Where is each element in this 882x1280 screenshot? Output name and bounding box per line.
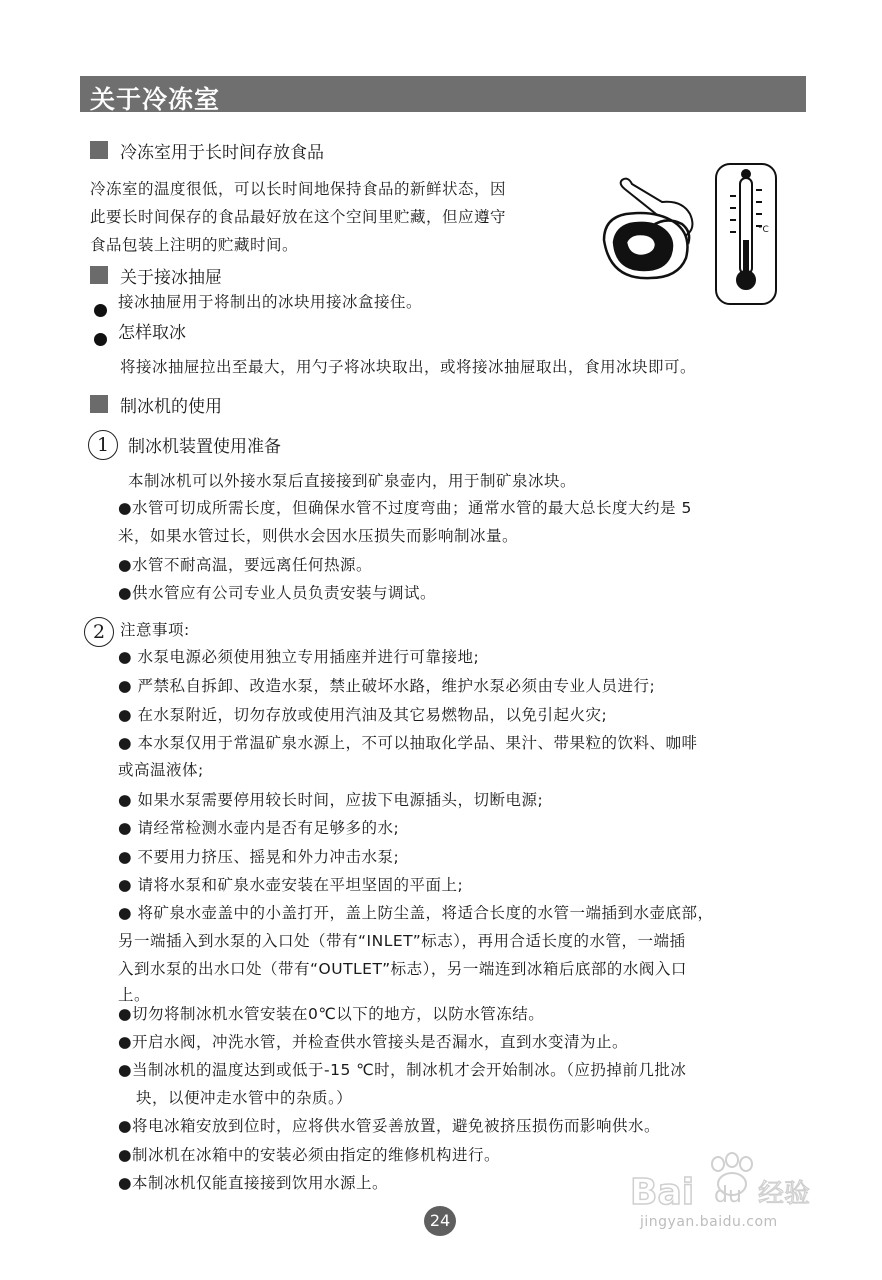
bullet-dot-icon <box>94 304 107 317</box>
step-2-line-20: ●本制冰机仅能直接接到饮用水源上。 <box>118 1174 389 1192</box>
freezer-heading: 冷冻室用于长时间存放食品 <box>120 143 324 163</box>
bullet-dot-icon <box>94 333 107 346</box>
ice-drawer-bullet-2: 怎样取冰 <box>118 323 186 343</box>
step-2-line-9: ● 请将水泵和矿泉水壶安装在平坦坚固的平面上; <box>118 876 464 894</box>
step-2-line-12: 入到水泵的出水口处（带有“OUTLET”标志），另一端连到冰箱后底部的水阀入口 <box>118 960 687 978</box>
step-2-line-6: ● 如果水泵需要停用较长时间，应拔下电源插头，切断电源; <box>118 791 544 809</box>
section-square-icon <box>90 395 108 413</box>
step-2-line-2: ● 严禁私自拆卸、改造水泵，禁止破坏水路，维护水泵必须由专业人员进行; <box>118 677 656 695</box>
svg-text:经验: 经验 <box>758 1179 811 1209</box>
step-2-line-19: ●制冰机在冰箱中的安装必须由指定的维修机构进行。 <box>118 1146 501 1164</box>
step-2-circle-number: 2 <box>84 617 114 647</box>
step-1-circle-number: 1 <box>88 430 118 460</box>
svg-text:du: du <box>714 1183 742 1208</box>
step-1-line-4: ●水管不耐高温，要远离任何热源。 <box>118 556 373 574</box>
step-2-line-17: 块，以便冲走水管中的杂质。） <box>136 1089 353 1107</box>
step-1-line-2: ●水管可切成所需长度，但确保水管不过度弯曲；通常水管的最大总长度大约是 5 <box>118 499 692 517</box>
step-2-heading: 注意事项: <box>120 621 190 639</box>
ice-drawer-line: 将接冰抽屉拉出至最大，用勺子将冰块取出，或将接冰抽屉取出，食用冰块即可。 <box>120 358 697 376</box>
step-2-line-15: ●开启水阀，冲洗水管，并检查供水管接头是否漏水，直到水变清为止。 <box>118 1033 629 1051</box>
step-2-line-13: 上。 <box>118 986 151 1004</box>
step-2-line-3: ● 在水泵附近，切勿存放或使用汽油及其它易燃物品，以免引起火灾; <box>118 706 608 724</box>
step-1-line-3: 米，如果水管过长，则供水会因水压损失而影响制冰量。 <box>118 527 519 545</box>
section-square-icon <box>90 266 108 284</box>
paw-icon <box>628 1150 828 1210</box>
ice-drawer-heading: 关于接冰抽屉 <box>120 268 222 288</box>
section-square-icon <box>90 141 108 159</box>
step-2-line-14: ●切勿将制冰机水管安装在0℃以下的地方，以防水管冻结。 <box>118 1005 545 1023</box>
svg-text:Bai: Bai <box>630 1172 695 1210</box>
step-1-line-1: 本制冰机可以外接水泵后直接接到矿泉壶内，用于制矿泉冰块。 <box>128 472 577 490</box>
step-2-line-1: ● 水泵电源必须使用独立专用插座并进行可靠接地; <box>118 648 480 666</box>
step-2-line-5: 或高温液体; <box>118 761 204 779</box>
baidu-jingyan-watermark-logo <box>628 1150 828 1214</box>
step-2-line-4: ● 本水泵仅用于常温矿泉水源上，不可以抽取化学品、果汁、带果粒的饮料、咖啡 <box>118 734 698 752</box>
freezer-line-1: 冷冻室的温度很低，可以长时间地保持食品的新鲜状态，因 <box>90 180 507 198</box>
page-title: 关于冷冻室 <box>90 85 221 114</box>
freezer-line-2: 此要长时间保存的食品最好放在这个空间里贮藏，但应遵守 <box>90 208 507 226</box>
svg-text:°C: °C <box>758 225 769 235</box>
step-2-line-10: ● 将矿泉水壶盖中的小盖打开，盖上防尘盖，将适合长度的水管一端插到水壶底部， <box>118 904 714 922</box>
step-1-line-5: ●供水管应有公司专业人员负责安装与调试。 <box>118 584 437 602</box>
page-number: 24 <box>424 1206 456 1236</box>
freezer-line-3: 食品包装上注明的贮藏时间。 <box>90 236 299 254</box>
step-1-heading: 制冰机装置使用准备 <box>128 437 281 457</box>
ice-maker-heading: 制冰机的使用 <box>120 397 222 417</box>
ice-drawer-bullet-1: 接冰抽屉用于将制出的冰块用接冰盒接住。 <box>118 293 423 311</box>
meat-thermometer-illustration <box>596 160 786 310</box>
watermark-url: jingyan.baidu.com <box>640 1214 778 1230</box>
step-2-line-11: 另一端插入到水泵的入口处（带有“INLET”标志），再用合适长度的水管，一端插 <box>118 932 686 950</box>
step-2-line-18: ●将电冰箱安放到位时，应将供水管妥善放置，避免被挤压损伤而影响供水。 <box>118 1117 661 1135</box>
title-bar <box>80 76 806 112</box>
step-2-line-16: ●当制冰机的温度达到或低于-15 ℃时，制冰机才会开始制冰。（应扔掉前几批冰 <box>118 1061 687 1079</box>
step-2-line-7: ● 请经常检测水壶内是否有足够多的水; <box>118 819 400 837</box>
step-2-line-8: ● 不要用力挤压、摇晃和外力冲击水泵; <box>118 848 400 866</box>
